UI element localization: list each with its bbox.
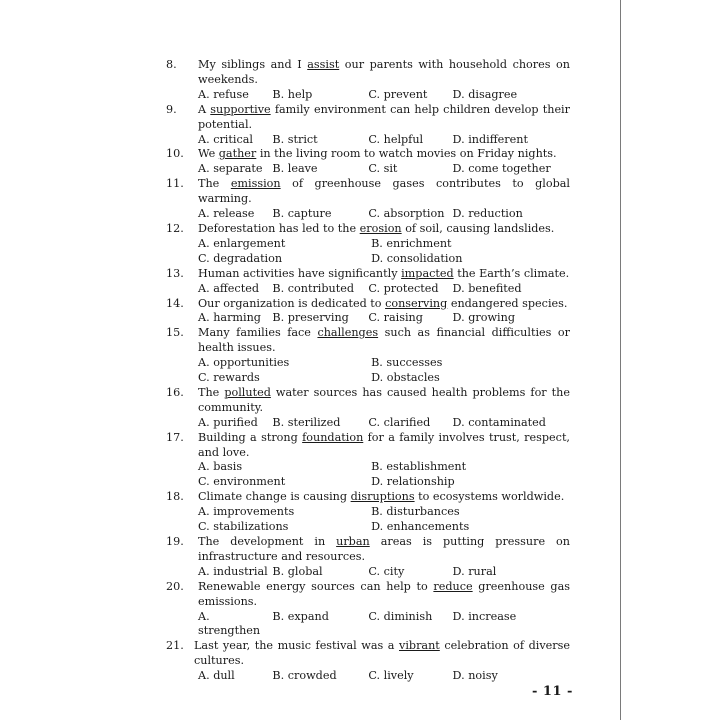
question-number: 20. — [166, 579, 184, 593]
option-d: D. indifferent — [452, 132, 528, 146]
question-item — [166, 147, 570, 177]
option-b: B. sterilized — [272, 415, 341, 429]
question-number: 19. — [166, 535, 184, 548]
option-d: D. consolidation — [371, 251, 463, 265]
key-word: supportive — [210, 102, 271, 116]
key-word: gather — [218, 147, 257, 161]
question-stem: Climate change is causing disruptions to ecosystems worldwide. — [198, 490, 565, 504]
question-number: 12. — [166, 221, 184, 235]
answer-options — [198, 311, 570, 326]
question-stem: Many families face challenges such as financial difficulties or health issues. — [198, 326, 571, 355]
option-a: A. enlargement — [198, 236, 286, 250]
answer-options-row-1 — [198, 505, 570, 520]
question-item — [166, 639, 570, 684]
page-edge-divider — [620, 0, 621, 720]
option-c: C. degradation — [198, 251, 283, 265]
option-a: A. dull — [198, 669, 235, 683]
key-word: challenges — [317, 326, 379, 340]
key-word: erosion — [359, 221, 402, 235]
option-b: B. establishment — [371, 460, 467, 474]
question-number: 11. — [166, 177, 184, 191]
option-d: D. reduction — [452, 207, 523, 221]
option-a: A. purified — [198, 415, 258, 429]
option-c: C. raising — [368, 311, 423, 325]
question-item — [166, 431, 570, 491]
option-a: A. strengthen — [198, 609, 261, 638]
option-a: A. release — [198, 207, 255, 221]
question-number: 15. — [166, 326, 184, 340]
question-item — [166, 177, 570, 222]
question-number: 17. — [166, 430, 184, 444]
key-word: urban — [336, 535, 370, 548]
option-d: D. benefited — [452, 281, 522, 295]
question-number: 18. — [166, 490, 184, 504]
question-number: 8. — [166, 58, 177, 71]
question-stem: Last year, the music festival was a vibrant celebration of diverse cultures. — [194, 639, 570, 668]
key-word: polluted — [224, 385, 271, 399]
question-item — [166, 490, 570, 535]
option-b: B. contributed — [272, 281, 355, 295]
question-stem: A supportive family environment can help children develop their potential. — [198, 102, 570, 131]
option-a: A. basis — [198, 460, 243, 474]
option-d: D. contaminated — [452, 415, 546, 429]
option-a: A. harming — [198, 311, 261, 325]
question-stem: Building a strong foundation for a family involves trust, respect, and love. — [198, 430, 570, 459]
option-b: B. capture — [272, 207, 332, 221]
question-stem: The emission of greenhouse gases contributes to global warming. — [198, 177, 570, 206]
question-stem: My siblings and I assist our parents with household chores on weekends. — [198, 58, 570, 86]
key-word: vibrant — [399, 639, 440, 653]
option-c: C. environment — [198, 475, 286, 489]
answer-options-row-1 — [198, 356, 570, 371]
question-stem: Our organization is dedicated to conserving endangered species. — [198, 296, 568, 310]
answer-options-row-1 — [198, 460, 570, 475]
option-b: B. preserving — [272, 311, 349, 325]
key-word: reduce — [433, 579, 473, 593]
option-b: B. expand — [272, 609, 329, 623]
answer-options — [198, 88, 570, 103]
answer-options-row-1 — [198, 237, 570, 252]
option-c: C. helpful — [368, 132, 424, 146]
question-item — [166, 267, 570, 297]
question-number: 10. — [166, 147, 184, 161]
question-stem: We gather in the living room to watch movies on Friday nights. — [198, 147, 557, 161]
option-c: C. stabilizations — [198, 520, 289, 534]
key-word: emission — [230, 177, 281, 191]
option-b: B. leave — [272, 162, 318, 176]
question-stem: The development in urban areas is putting pressure on infrastructure and resources. — [198, 535, 570, 563]
option-d: D. growing — [452, 311, 515, 325]
answer-options-row-2 — [198, 371, 570, 386]
question-stem: Human activities have significantly impacted the Earth’s climate. — [198, 266, 570, 280]
option-d: D. come together — [452, 162, 551, 176]
key-word: impacted — [401, 266, 454, 280]
question-stem: Renewable energy sources can help to reduce greenhouse gas emissions. — [198, 579, 571, 608]
answer-options — [198, 282, 570, 297]
answer-options-row-2 — [198, 475, 570, 490]
question-item — [166, 103, 570, 148]
option-c: C. prevent — [368, 87, 428, 101]
option-b: B. enrichment — [371, 236, 452, 250]
option-d: D. disagree — [452, 87, 518, 101]
option-c: C. rewards — [198, 371, 260, 385]
page-number: - 11 - — [532, 684, 573, 699]
option-d: D. obstacles — [371, 371, 440, 385]
answer-options-row-2 — [198, 252, 570, 267]
option-b: B. disturbances — [371, 505, 460, 519]
answer-options — [194, 669, 570, 684]
answer-options — [198, 416, 570, 431]
option-d: D. enhancements — [371, 520, 470, 534]
option-c: C. absorption — [368, 207, 445, 221]
question-item — [166, 222, 570, 267]
option-b: B. strict — [272, 132, 318, 146]
question-item — [166, 297, 570, 327]
question-number: 16. — [166, 385, 184, 399]
option-a: A. opportunities — [198, 356, 290, 370]
option-a: A. refuse — [198, 87, 249, 101]
option-d: D. rural — [452, 564, 497, 578]
question-number: 13. — [166, 266, 184, 280]
key-word: assist — [307, 58, 340, 71]
question-item — [166, 58, 570, 103]
option-b: B. crowded — [272, 669, 337, 683]
option-d: D. increase — [452, 609, 517, 623]
question-item — [166, 535, 570, 580]
key-word: conserving — [385, 296, 448, 310]
key-word: disruptions — [350, 490, 415, 504]
option-a: A. separate — [198, 162, 263, 176]
question-list — [166, 58, 570, 684]
option-b: B. successes — [371, 356, 443, 370]
question-number: 14. — [166, 296, 184, 310]
option-c: C. clarified — [368, 415, 431, 429]
answer-options — [198, 133, 570, 148]
option-b: B. global — [272, 564, 323, 578]
answer-options-row-2 — [198, 520, 570, 535]
option-a: A. critical — [198, 132, 253, 146]
answer-options — [198, 565, 570, 580]
option-c: C. protected — [368, 281, 439, 295]
option-d: D. relationship — [371, 475, 455, 489]
option-a: A. improvements — [198, 505, 295, 519]
answer-options — [198, 207, 570, 222]
option-c: C. sit — [368, 162, 398, 176]
option-c: C. lively — [368, 669, 414, 683]
option-a: A. industrial — [198, 564, 268, 578]
question-item — [166, 580, 570, 640]
question-stem: The polluted water sources has caused health problems for the community. — [198, 385, 570, 414]
option-c: C. city — [368, 564, 405, 578]
question-item — [166, 326, 570, 386]
question-item — [166, 386, 570, 431]
option-c: C. diminish — [368, 609, 433, 623]
option-a: A. affected — [198, 281, 259, 295]
key-word: foundation — [302, 430, 364, 444]
answer-options — [198, 610, 570, 640]
option-b: B. help — [272, 87, 313, 101]
question-number: 9. — [166, 102, 177, 116]
question-stem: Deforestation has led to the erosion of soil, causing landslides. — [198, 221, 555, 235]
option-d: D. noisy — [452, 669, 498, 683]
answer-options — [198, 162, 570, 177]
question-number: 21. — [166, 639, 184, 653]
